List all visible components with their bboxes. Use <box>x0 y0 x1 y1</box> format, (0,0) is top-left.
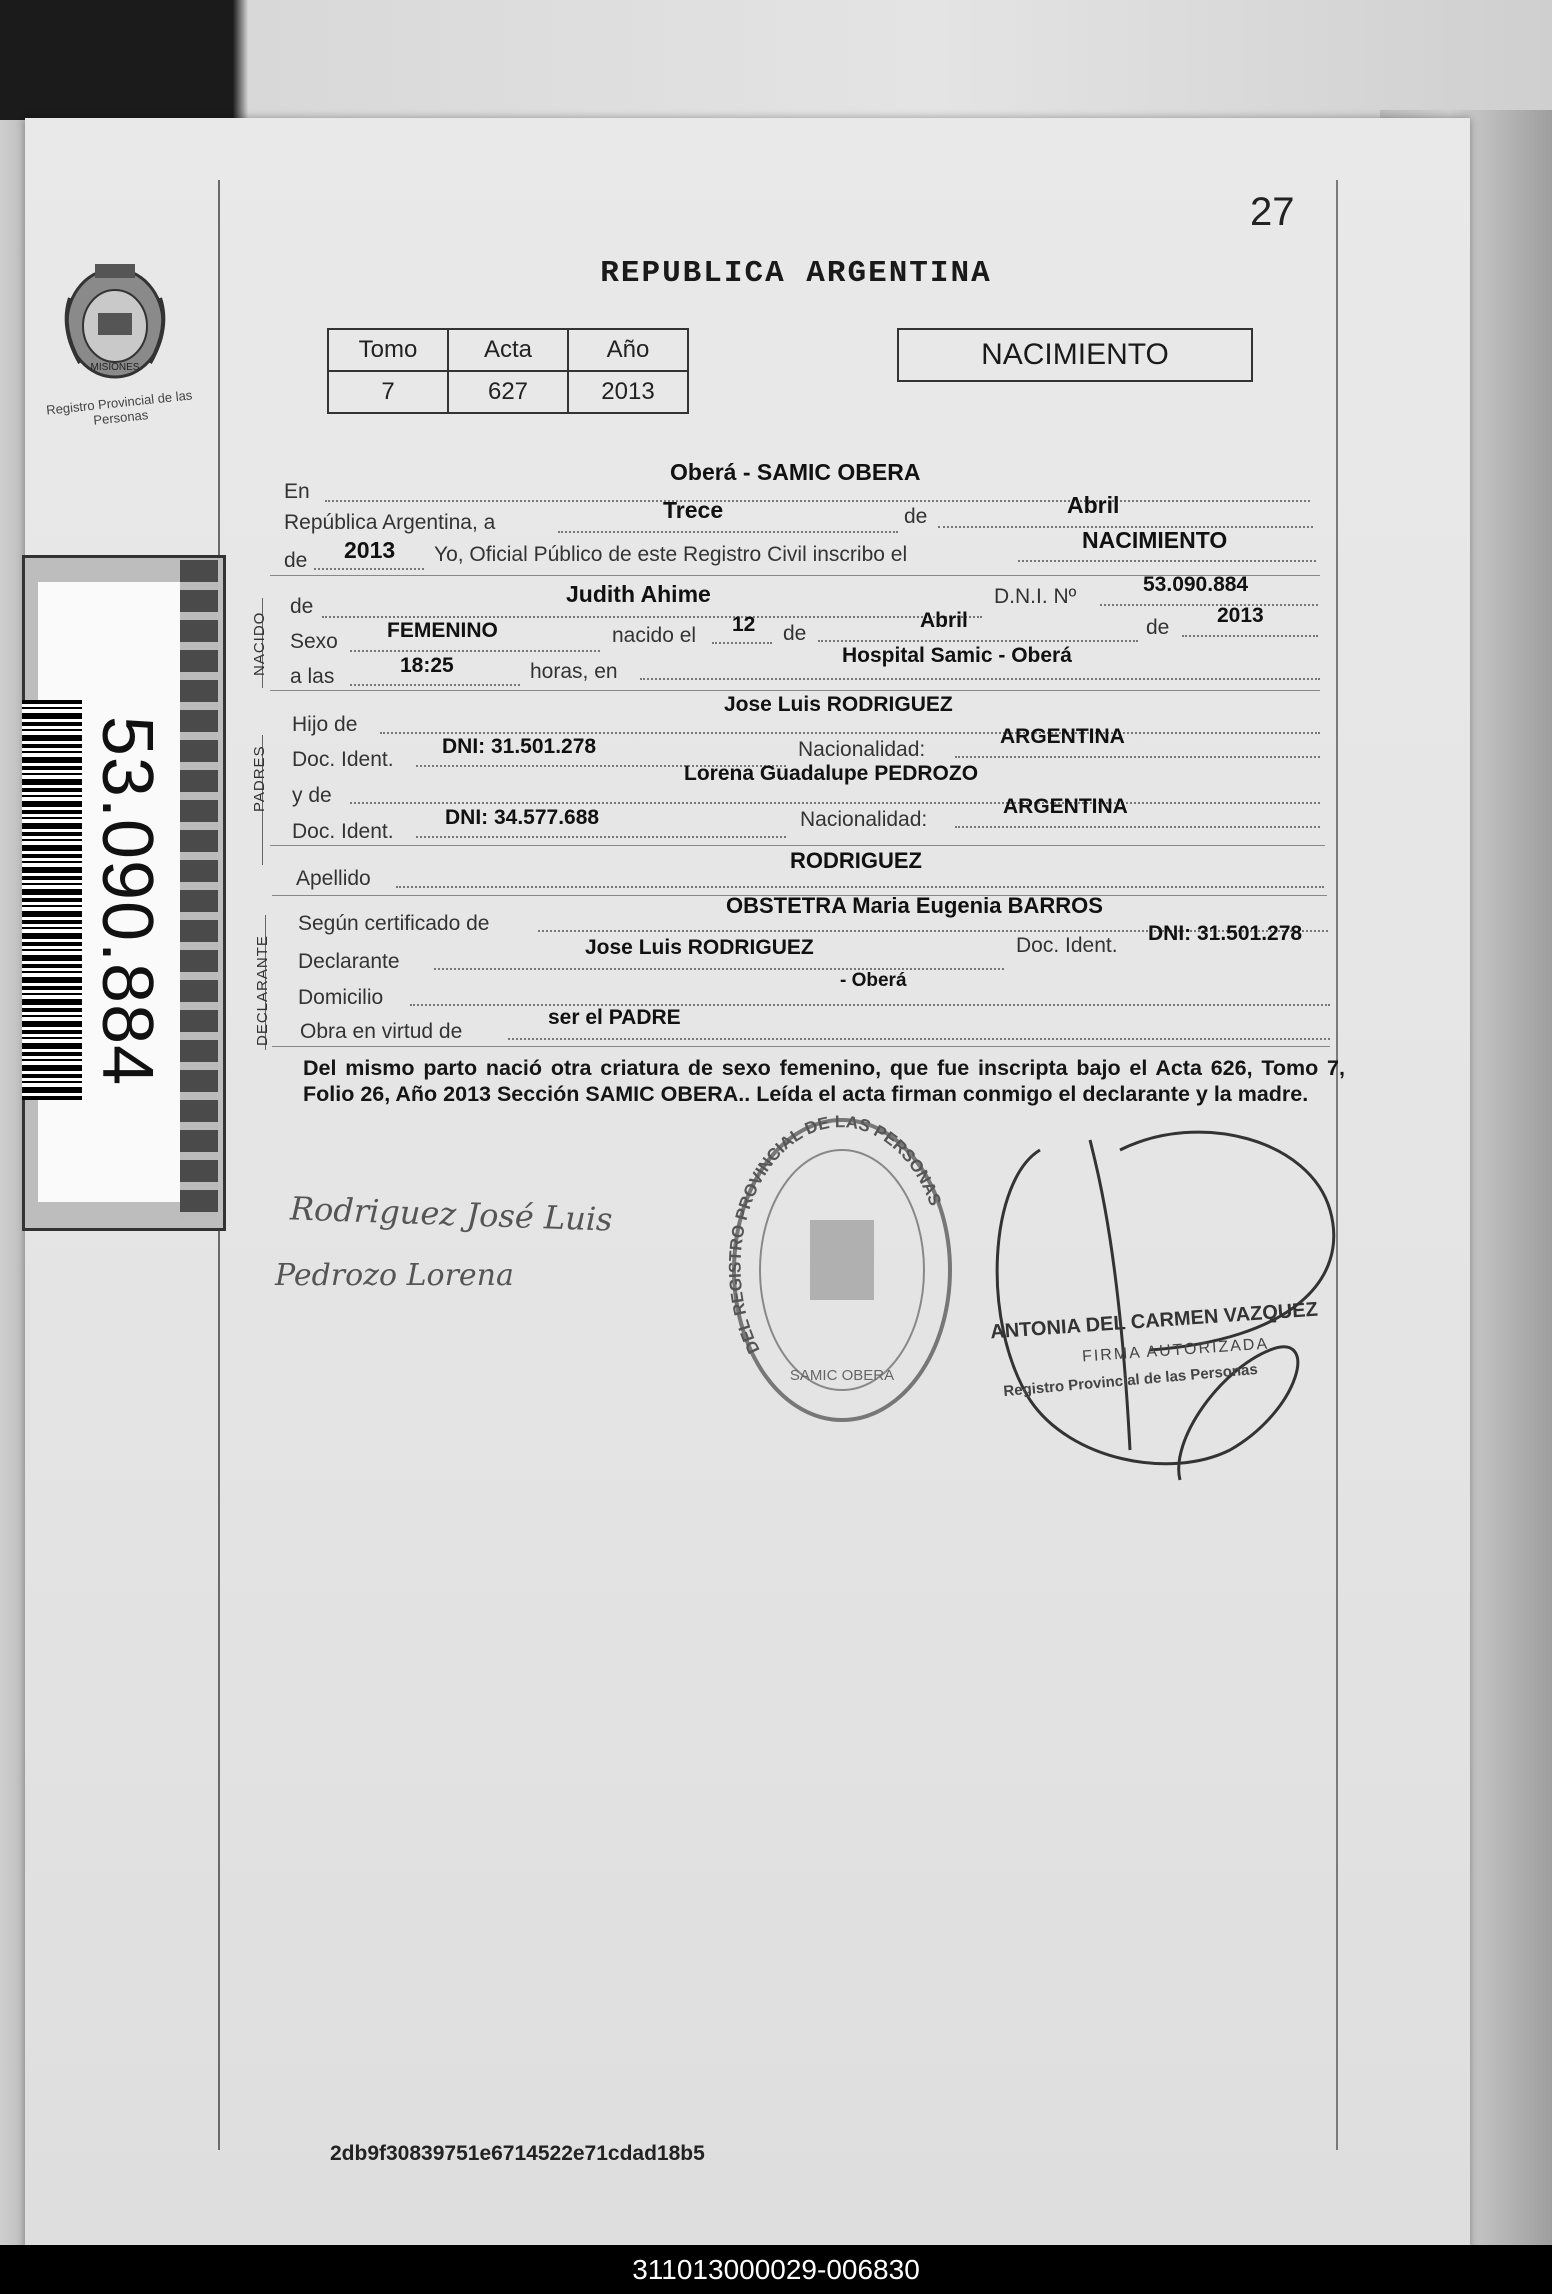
page-number: 27 <box>1250 190 1295 234</box>
domicilio: - Oberá <box>840 970 907 991</box>
dots-inscribo <box>1018 560 1316 562</box>
hora: 18:25 <box>400 654 454 677</box>
madre-nac-label: Nacionalidad: <box>800 808 928 831</box>
birth-year: 2013 <box>1217 604 1264 627</box>
dots-sexo <box>350 650 600 652</box>
en-value: Oberá - SAMIC OBERA <box>670 459 921 485</box>
sexo-value: FEMENINO <box>387 619 498 642</box>
dots-nombre <box>322 616 982 618</box>
declarante-label: Declarante <box>298 950 400 973</box>
madre: Lorena Guadalupe PEDROZO <box>684 762 979 785</box>
dots-madre-nac <box>955 826 1320 828</box>
note-paragraph: Del mismo parto nació otra criatura de sexo femenino, que fue inscripta bajo el Acta 626, Tomo 7, Folio 26, Año 2013 Sección SAMIC OBERA.. Leída el acta firman conmigo el declarante y la madre. <box>303 1056 1345 1106</box>
declarante-doc-label: Doc. Ident. <box>1016 934 1118 957</box>
declarante-doc: DNI: 31.501.278 <box>1148 922 1303 945</box>
de-label-1: de <box>904 505 928 528</box>
logo-caption: Registro Provincial de las Personas <box>45 387 193 428</box>
svg-text:DEL REGISTRO PROVINCIAL DE LAS: DEL REGISTRO PROVINCIAL DE LAS PERSONAS <box>725 1112 945 1357</box>
header-acta: Acta <box>448 329 568 371</box>
nacido-el-label: nacido el <box>612 624 697 647</box>
footer-id: 311013000029-006830 <box>632 2254 920 2285</box>
signature-madre: Pedrozo Lorena <box>275 1258 514 1293</box>
rule-5 <box>272 1046 1330 1047</box>
dots-day <box>558 531 898 533</box>
dots-birth-month <box>818 640 1138 642</box>
dots-declarante <box>434 968 1004 970</box>
domicilio-label: Domicilio <box>298 986 384 1009</box>
padre-nac: ARGENTINA <box>1000 725 1125 748</box>
dni-value: 53.090.884 <box>1143 573 1249 596</box>
coat-of-arms-icon <box>50 258 180 388</box>
sticker-security-stripes <box>180 560 218 1220</box>
official-name: ANTONIA DEL CARMEN VAZQUEZ <box>989 1298 1319 1344</box>
madre-nac: ARGENTINA <box>1003 795 1128 818</box>
dots-birth-year <box>1182 635 1318 637</box>
svg-text:SAMIC OBERA: SAMIC OBERA <box>789 1367 895 1384</box>
certificado: OBSTETRA Maria Eugenia BARROS <box>726 893 1103 918</box>
certificado-label: Según certificado de <box>298 912 490 935</box>
inscribo-value: NACIMIENTO <box>1082 527 1228 553</box>
padre: Jose Luis RODRIGUEZ <box>724 693 953 716</box>
hijo-de-label: Hijo de <box>292 713 358 736</box>
nombre-value: Judith Ahime <box>566 581 711 607</box>
dots-apellido <box>396 886 1324 888</box>
document-hash: 2db9f30839751e6714522e71cdad18b5 <box>330 2142 705 2165</box>
padre-doc-label: Doc. Ident. <box>292 748 394 771</box>
sticker-number: 53.090.884 <box>87 715 167 1087</box>
side-label-padres: PADRES <box>251 745 268 812</box>
rule-3 <box>270 845 1325 846</box>
header-tomo: Tomo <box>328 329 448 371</box>
dots-birth-day <box>712 642 772 644</box>
birth-month: Abril <box>920 609 968 632</box>
dots-madre-doc <box>416 836 786 838</box>
birth-day: 12 <box>732 613 756 636</box>
record-table <box>327 328 689 414</box>
dots-madre <box>350 802 1320 804</box>
header-ano: Año <box>568 329 688 371</box>
republica-label: República Argentina, a <box>284 511 496 534</box>
madre-doc: DNI: 34.577.688 <box>445 806 600 829</box>
dots-dni <box>1100 604 1318 606</box>
value-acta: 627 <box>448 371 568 413</box>
dni-label: D.N.I. Nº <box>994 585 1077 608</box>
signature-declarante: Rodriguez José Luis <box>289 1189 614 1239</box>
y-de-label: y de <box>292 784 332 807</box>
country-title: REPUBLICA ARGENTINA <box>600 256 992 291</box>
horas-en-label: horas, en <box>530 660 618 683</box>
padre-doc: DNI: 31.501.278 <box>442 735 597 758</box>
record-table-value-row <box>328 371 688 413</box>
dots-lugar <box>640 678 1320 680</box>
nombre-label: de <box>290 595 314 618</box>
year: 2013 <box>344 537 396 563</box>
madre-doc-label: Doc. Ident. <box>292 820 394 843</box>
padre-nac-label: Nacionalidad: <box>798 738 926 761</box>
record-type-box: NACIMIENTO <box>897 328 1253 382</box>
dots-padre-nac <box>955 756 1320 758</box>
apellido-label: Apellido <box>296 867 371 890</box>
dots-year <box>314 568 424 570</box>
a-las-label: a las <box>290 665 335 688</box>
dots-padre <box>380 732 1320 734</box>
de-label-3: de <box>1146 616 1170 639</box>
value-ano: 2013 <box>568 371 688 413</box>
dots-hora <box>350 684 520 686</box>
official-title: FIRMA AUTORIZADA <box>1081 1335 1270 1366</box>
side-label-nacido: NACIDO <box>251 611 268 676</box>
lugar: Hospital Samic - Oberá <box>842 644 1072 667</box>
declarante: Jose Luis RODRIGUEZ <box>585 936 814 959</box>
rule-2 <box>270 690 1320 691</box>
value-tomo: 7 <box>328 371 448 413</box>
obra: ser el PADRE <box>548 1006 681 1029</box>
en-label: En <box>284 480 310 503</box>
inscribo-label: Yo, Oficial Público de este Registro Civil inscribo el <box>434 543 908 566</box>
barcode-icon <box>22 700 82 1100</box>
de-label-year: de <box>284 549 308 572</box>
dots-en <box>325 500 1310 502</box>
obra-label: Obra en virtud de <box>300 1020 463 1043</box>
sexo-label: Sexo <box>290 630 338 653</box>
apellido: RODRIGUEZ <box>790 848 922 873</box>
background-desk <box>0 0 1552 130</box>
day-words: Trece <box>663 497 724 523</box>
side-label-declarante: DECLARANTE <box>254 935 271 1046</box>
record-table-header-row <box>328 329 688 371</box>
de-label-2: de <box>783 622 807 645</box>
official-org: Registro Provincial de las Personas <box>1002 1360 1259 1401</box>
month: Abril <box>1067 492 1120 518</box>
dots-obra <box>508 1038 1330 1040</box>
svg-text:MISIONES: MISIONES <box>90 362 140 373</box>
registry-stamp <box>720 1100 980 1440</box>
